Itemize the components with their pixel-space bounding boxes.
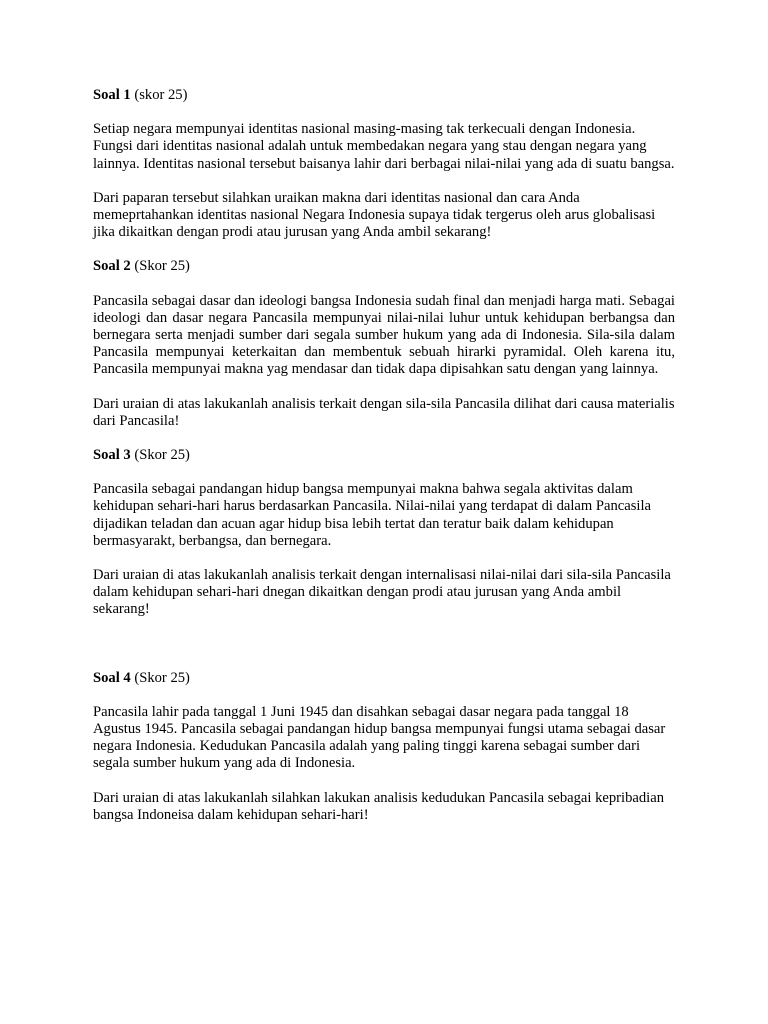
question-1-title — [93, 87, 675, 104]
question-4-paragraph-1: Pancasila lahir pada tanggal 1 Juni 1945 dan disahkan sebagai dasar negara pada tanggal 18 Agustus 1945. Pancasila sebagai pandangan hidup bangsa mempunyai fungsi utama sebagai dasar negara Indonesia. Kedudukan Pancasila adalah yang paling tinggi karena sebagai sumber dari segala sumber hukum yang ada di Indonesia. — [93, 703, 666, 772]
document-page — [93, 87, 675, 841]
question-4-paragraph-2: Dari uraian di atas lakukanlah silahkan lakukan analisis kedudukan Pancasila sebagai kepribadian bangsa Indoneisa dalam kehidupan sehari-hari! — [93, 789, 664, 823]
question-4-label: Soal 4 — [93, 669, 131, 686]
question-3-label: Soal 3 — [93, 447, 131, 464]
question-4-title — [93, 670, 675, 687]
question-2-paragraph-1: Pancasila sebagai dasar dan ideologi bangsa Indonesia sudah final dan menjadi harga mati. Sebagai ideologi dan dasar negara Pancasila mempunyai nilai-nilai luhur untuk kehidupan berbangsa dan bernegara serta menjadi sumber dari segala sumber hukum yang ada di Indonesia. Sila-sila dalam Pancasila mempunyai keterkaitan dan membentuk sebuah hirarki pyramidal. Oleh karena itu, Pancasila mempunyai makna yag mendasar dan tidak dapa dipisahkan satu dengan yang lainnya. — [93, 292, 675, 378]
question-1 — [93, 87, 675, 241]
question-2-score: (Skor 25) — [130, 258, 190, 275]
question-3-paragraph-1: Pancasila sebagai pandangan hidup bangsa mempunyai makna bahwa segala aktivitas dalam kehidupan sehari-hari harus berdasarkan Pancasila. Nilai-nilai yang terdapat di dalam Pancasila dijadikan teladan dan acuan agar hidup bisa lebih tertat dan teratur baik dalam kehidupan bermasyarakt, berbangsa, dan bernegara. — [93, 481, 651, 549]
question-3-title — [93, 447, 675, 464]
question-1-score: (skor 25) — [130, 87, 188, 103]
question-1-paragraph-2: Dari paparan tersebut silahkan uraikan makna dari identitas nasional dan cara Anda memeprtahankan identitas nasional Negara Indonesia supaya tidak tergerus oleh arus globalisasi jika dikaitkan dengan prodi atau jurusan yang Anda ambil sekarang! — [93, 189, 656, 241]
question-1-paragraph-1: Setiap negara mempunyai identitas nasional masing-masing tak terkecuali dengan Indonesia. Fungsi dari identitas nasional adalah untuk membedakan negara yang stau dengan negara yang lainnya. Identitas nasional tersebut baisanya lahir dari berbagai nilai-nilai yang ada di suatu bangsa. — [93, 121, 675, 172]
question-3 — [93, 447, 675, 619]
question-2-paragraph-2: Dari uraian di atas lakukanlah analisis terkait dengan sila-sila Pancasila dilihat dari causa materialis dari Pancasila! — [93, 395, 675, 429]
question-4 — [93, 670, 675, 824]
question-3-paragraph-2: Dari uraian di atas lakukanlah analisis terkait dengan internalisasi nilai-nilai dari sila-sila Pancasila dalam kehidupan sehari-hari dnegan dikaitkan dengan prodi atau jurusan yang Anda ambil sekarang! — [93, 567, 671, 618]
section-spacer — [93, 636, 675, 670]
question-2-label: Soal 2 — [93, 258, 131, 275]
question-2 — [93, 258, 675, 430]
question-2-title — [93, 258, 675, 275]
question-1-label: Soal 1 — [93, 87, 131, 103]
question-4-score: (Skor 25) — [130, 669, 190, 686]
question-3-score: (Skor 25) — [130, 447, 190, 464]
